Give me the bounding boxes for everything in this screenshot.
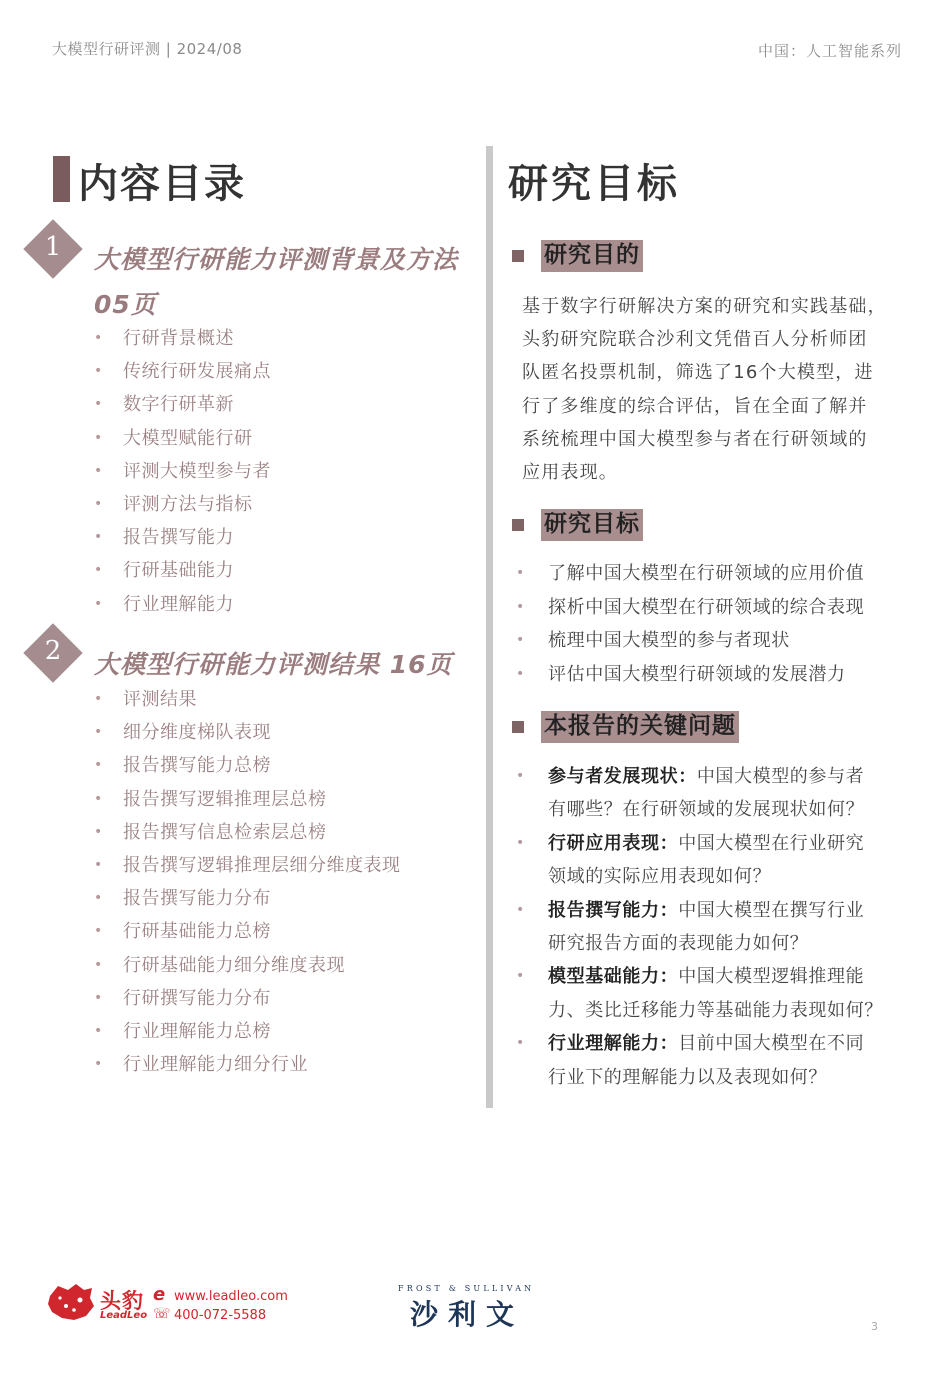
question-item: • 模型基础能力：中国大模型逻辑推理能 力、类比迁移能力等基础能力表现如何？ (516, 960, 896, 1027)
list-item[interactable]: • 报告撰写逻辑推理层细分维度表现 (94, 849, 401, 882)
bullet-dot-icon: • (94, 330, 103, 346)
section-1-title[interactable]: 大模型行研能力评测背景及方法 (94, 245, 459, 274)
list-item[interactable]: • 评测结果 (94, 683, 401, 716)
bullet-dot-icon: • (516, 768, 525, 784)
bullet-dot-icon: • (94, 790, 103, 807)
list-item[interactable]: • 行研撰写能力分布 (94, 982, 401, 1015)
section-2-number: 2 (44, 636, 62, 666)
bullet-dot-icon: • (94, 396, 103, 413)
list-item[interactable]: • 传统行研发展痛点 (94, 355, 271, 388)
partner-logo-cn: 沙利文 (410, 1298, 525, 1331)
footer-url-link[interactable]: www.leadleo.com (174, 1289, 288, 1304)
section-2-list (94, 683, 401, 1081)
bullet-dot-icon: • (516, 1035, 525, 1052)
question-item: • 报告撰写能力：中国大模型在撰写行业 研究报告方面的表现能力如何？ (516, 894, 896, 961)
bullet-dot-icon: • (516, 834, 525, 851)
target-heading: 研究目标 (541, 509, 643, 541)
bullet-dot-icon: • (94, 890, 103, 907)
list-item[interactable]: • 报告撰写信息检索层总榜 (94, 816, 401, 849)
section-1-list (94, 322, 271, 621)
list-item[interactable]: • 报告撰写逻辑推理层总榜 (94, 783, 401, 816)
page-number: 3 (871, 1320, 878, 1333)
list-item[interactable]: • 行业理解能力 (94, 588, 271, 621)
questions-square-icon (512, 721, 524, 733)
list-item: • 评估中国大模型行研领域的发展潜力 (516, 658, 864, 692)
bullet-dot-icon: • (516, 901, 525, 918)
list-item: • 梳理中国大模型的参与者现状 (516, 624, 864, 658)
purpose-square-icon (512, 250, 524, 262)
bullet-dot-icon: • (94, 923, 103, 940)
bullet-dot-icon: • (94, 757, 103, 774)
list-item[interactable]: • 评测方法与指标 (94, 488, 271, 521)
list-item[interactable]: • 数字行研革新 (94, 388, 271, 421)
bullet-dot-icon: • (94, 429, 103, 446)
bullet-dot-icon: • (94, 562, 103, 579)
partner-logo-en: FROST & SULLIVAN (398, 1284, 535, 1293)
bullet-dot-icon: • (94, 956, 103, 973)
list-item[interactable]: • 行研背景概述 (94, 322, 271, 355)
toc-title-bar (53, 156, 70, 202)
bullet-dot-icon: • (94, 462, 103, 479)
bullet-dot-icon: • (94, 691, 103, 707)
list-item[interactable]: • 行研基础能力总榜 (94, 915, 401, 948)
questions-heading: 本报告的关键问题 (541, 711, 739, 743)
bullet-dot-icon: • (516, 632, 525, 648)
bullet-dot-icon: • (516, 598, 525, 615)
target-list (516, 557, 864, 691)
bullet-dot-icon: • (94, 495, 103, 512)
list-item[interactable]: • 评测大模型参与者 (94, 455, 271, 488)
bullet-dot-icon: • (516, 665, 525, 682)
list-item: • 了解中国大模型在行研领域的应用价值 (516, 557, 864, 591)
header-series: 中国：人工智能系列 (757, 42, 902, 60)
list-item[interactable]: • 行业理解能力总榜 (94, 1015, 401, 1048)
question-item: • 行业理解能力：目前中国大模型在不同 行业下的理解能力以及表现如何？ (516, 1027, 896, 1094)
footer-brand-en: LeadLeo (100, 1310, 148, 1321)
bullet-dot-icon: • (94, 823, 103, 840)
question-item: • 行研应用表现：中国大模型在行业研究 领域的实际应用表现如何？ (516, 827, 896, 894)
header-report-title: 大模型行研评测 | 2024/08 (52, 40, 243, 58)
bullet-dot-icon: • (516, 968, 525, 985)
question-item: • 参与者发展现状：中国大模型的参与者 有哪些？在行研领域的发展现状如何？ (516, 760, 896, 827)
section-1-page[interactable]: 05页 (94, 290, 157, 319)
list-item[interactable]: • 报告撰写能力分布 (94, 882, 401, 915)
list-item[interactable]: • 行研基础能力细分维度表现 (94, 949, 401, 982)
list-item[interactable]: • 报告撰写能力总榜 (94, 749, 401, 782)
target-square-icon (512, 519, 524, 531)
list-item[interactable]: • 大模型赋能行研 (94, 422, 271, 455)
list-item[interactable]: • 细分维度梯队表现 (94, 716, 401, 749)
bullet-dot-icon: • (94, 989, 103, 1006)
bullet-dot-icon: • (94, 529, 103, 546)
questions-list (516, 760, 896, 1094)
bullet-dot-icon: • (94, 724, 103, 741)
purpose-paragraph: 基于数字行研解决方案的研究和实践基础， 头豹研究院联合沙利文凭借百人分析师团 队匿名投票机制，筛选了16个大模型，进 行了多维度的综合评估，旨在全面了解并 系统梳理中国大模型参与者在行研领域的 应用表现。 (522, 296, 887, 484)
purpose-heading: 研究目的 (541, 240, 643, 272)
leopard-head-icon (46, 1282, 98, 1322)
footer-phone: 400-072-5588 (174, 1308, 267, 1323)
web-e-icon: e (153, 1284, 166, 1305)
section-1-number: 1 (44, 232, 62, 262)
list-item[interactable]: • 行业理解能力细分行业 (94, 1048, 401, 1081)
footer-brand-cn: 头豹 (100, 1289, 144, 1313)
bullet-dot-icon: • (94, 595, 103, 612)
list-item: • 探析中国大模型在行研领域的综合表现 (516, 591, 864, 625)
list-item[interactable]: • 行研基础能力 (94, 554, 271, 587)
phone-icon: ☏ (153, 1306, 171, 1322)
bullet-dot-icon: • (94, 1022, 103, 1039)
bullet-dot-icon: • (94, 363, 103, 380)
list-item[interactable]: • 报告撰写能力 (94, 521, 271, 554)
toc-title: 内容目录 (78, 161, 246, 207)
bullet-dot-icon: • (94, 856, 103, 873)
bullet-dot-icon: • (94, 1056, 103, 1073)
section-2-title[interactable]: 大模型行研能力评测结果 16页 (94, 650, 453, 679)
bullet-dot-icon: • (516, 565, 525, 581)
column-divider (486, 146, 493, 1108)
goals-title: 研究目标 (508, 161, 680, 207)
